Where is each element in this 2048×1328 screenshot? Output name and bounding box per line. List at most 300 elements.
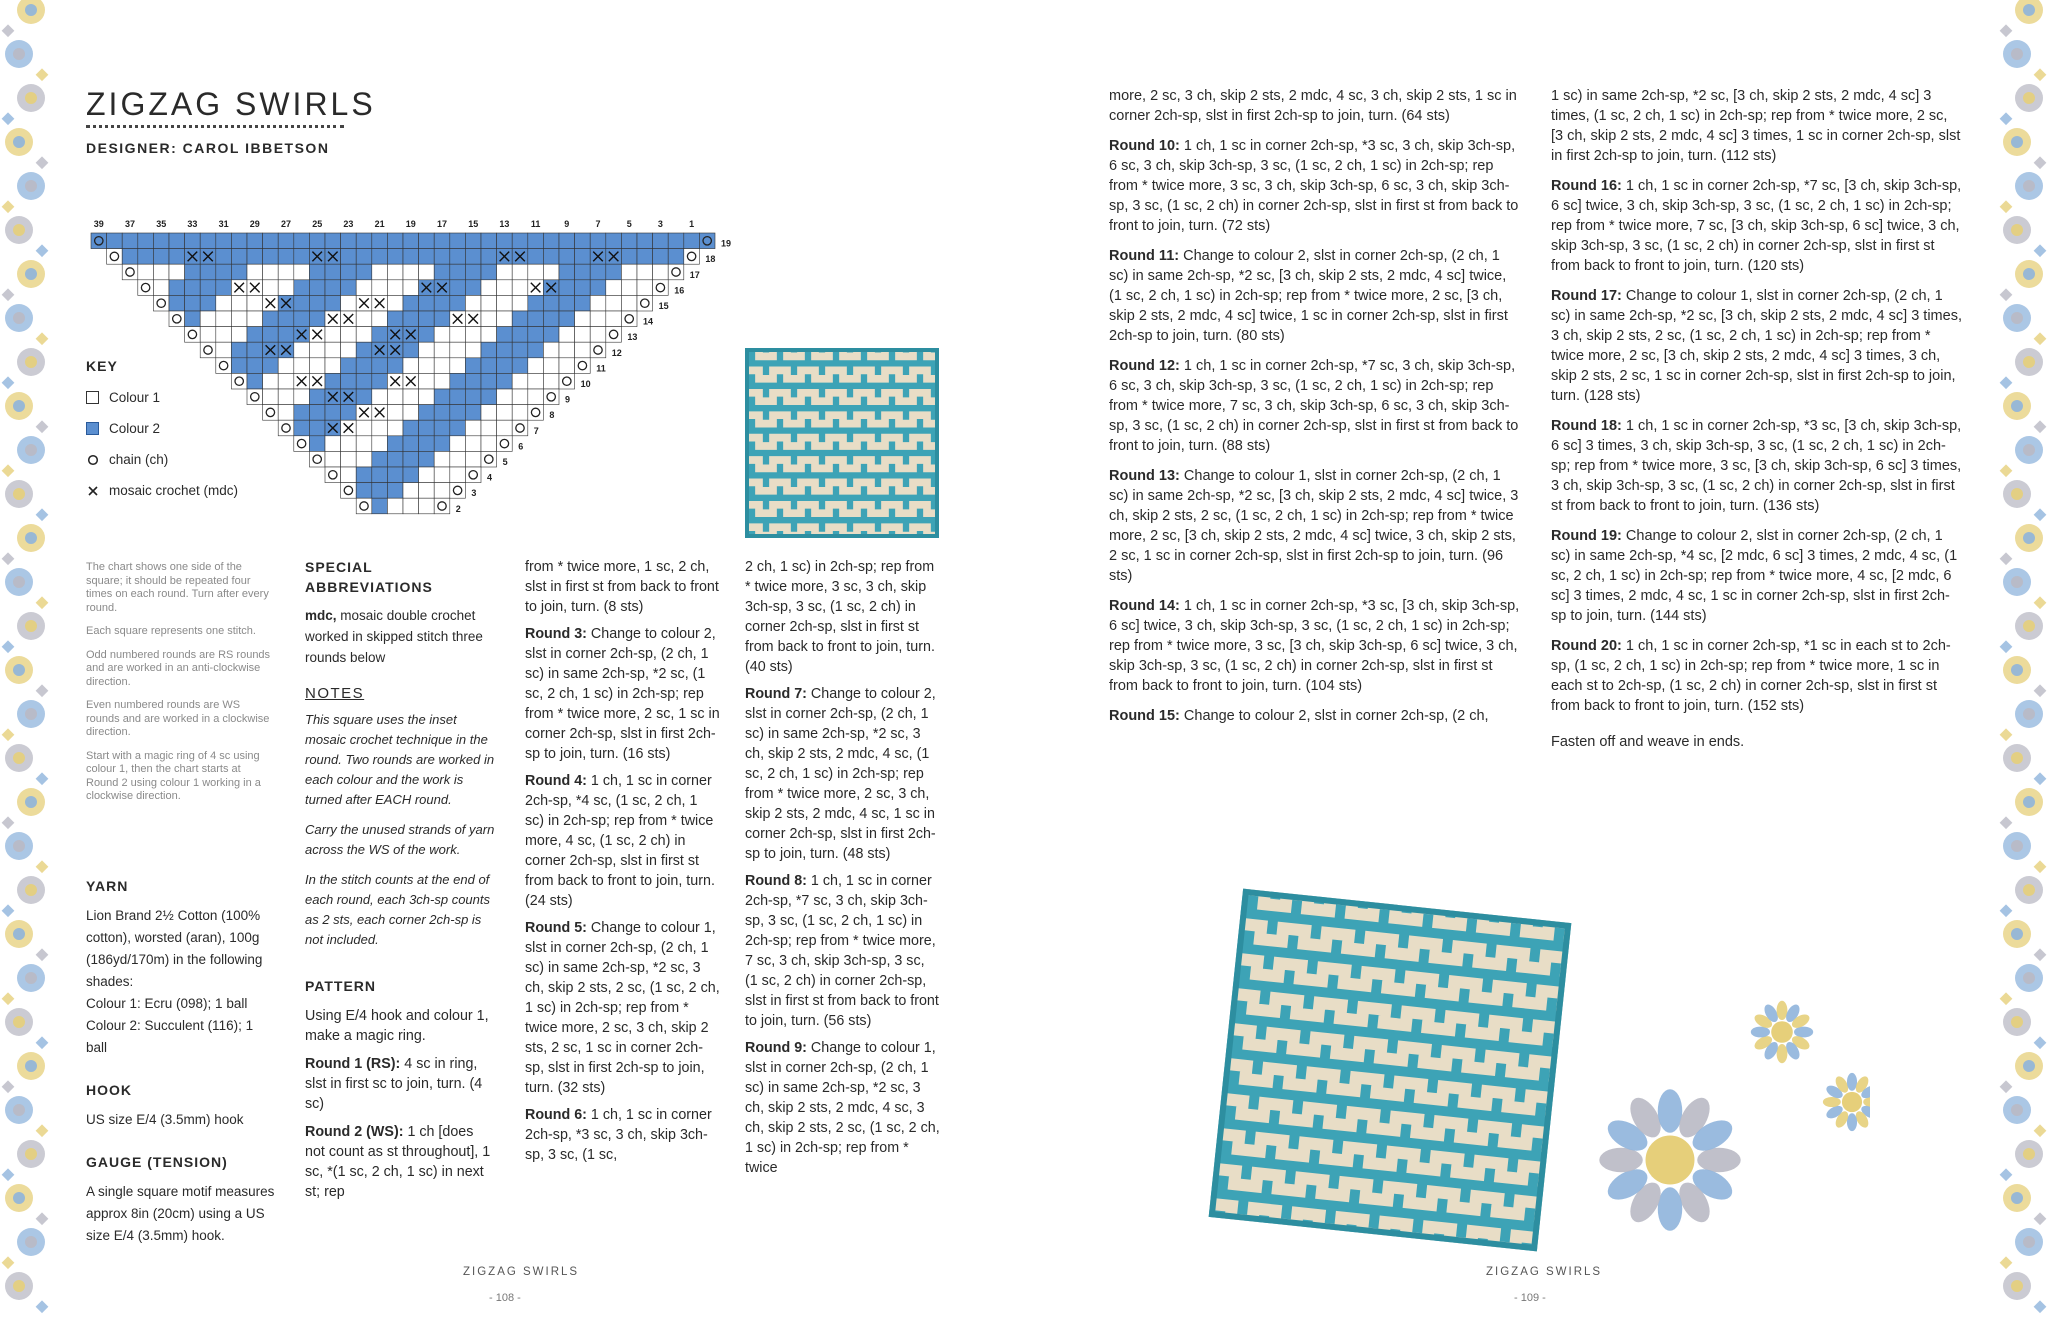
chart-cell (200, 342, 216, 358)
chart-cell (247, 342, 263, 358)
yarn-stripe (745, 370, 939, 378)
chart-cell (325, 467, 341, 483)
chart-cell (434, 358, 450, 374)
chart-cell (309, 264, 325, 280)
round-text: Change to colour 2, slst in corner 2ch-sp, (2 ch, 1 sc) in same 2ch-sp, *2 sc, (1 sc, 2 ch, 1 sc) in 2ch-sp; rep from * twice more, 2 sc, 1 sc in corner 2ch-sp, slst in first 2ch-sp to join, turn. (16 sts) (525, 626, 720, 762)
chart-cell (465, 295, 481, 311)
chart-cell (403, 358, 419, 374)
chart-cell (372, 451, 388, 467)
border-motif (36, 684, 49, 697)
round-17 (1551, 286, 1963, 406)
round-continued (1109, 86, 1521, 126)
chart-cell (278, 405, 294, 421)
chart-cell (575, 311, 591, 327)
chart-cell (356, 233, 372, 249)
border-motif (2, 816, 15, 829)
chart-cell (231, 311, 247, 327)
border-motif (2011, 576, 2023, 588)
chart-cell (590, 311, 606, 327)
decorative-border-left (0, 0, 50, 1328)
round-text: Fasten off and weave in ends. (1551, 734, 1745, 750)
chart-cell (528, 389, 544, 405)
yarn-stripe (745, 505, 939, 513)
key-item-colour1 (86, 382, 238, 413)
chart-cell (575, 233, 591, 249)
chart-cell (450, 358, 466, 374)
chart-cell (621, 311, 637, 327)
chart-cell (465, 249, 481, 265)
chart-cell (341, 342, 357, 358)
chart-column-number: 5 (626, 219, 632, 229)
chart-cell (575, 280, 591, 296)
chart-cell (653, 280, 669, 296)
chart-cell (543, 233, 559, 249)
chart-cell (528, 342, 544, 358)
border-motif (2023, 92, 2035, 104)
chart-cell (294, 389, 310, 405)
chart-cell (590, 233, 606, 249)
chart-cell (278, 249, 294, 265)
decorative-border-right (1998, 0, 2048, 1328)
border-motif (2000, 376, 2013, 389)
round-label: Round 5: (525, 920, 587, 936)
border-motif (13, 840, 25, 852)
border-motif (25, 532, 37, 544)
chart-cell (278, 311, 294, 327)
border-motif (2000, 200, 2013, 213)
chart-cell (621, 295, 637, 311)
key-label: Colour 2 (109, 421, 161, 436)
chart-column-number: 9 (564, 219, 570, 229)
round-text: Change to colour 1, slst in corner 2ch-sp, (2 ch, 1 sc) in same 2ch-sp, *2 sc, 3 ch, skip 2 sts, 2 mdc, 4 sc, 3 ch, skip 2 sts, 2 sc, (1 sc, 2 ch, 1 sc) in 2ch-sp; rep from * twice (745, 1040, 940, 1176)
chart-notes (86, 561, 276, 814)
border-motif (2023, 1236, 2035, 1248)
border-motif (2011, 488, 2023, 500)
border-motif (2034, 1036, 2047, 1049)
chart-cell (621, 264, 637, 280)
border-motif (25, 180, 37, 192)
border-motif (2011, 1192, 2023, 1204)
chart-cell (325, 436, 341, 452)
chart-cell (231, 295, 247, 311)
chart-cell (543, 249, 559, 265)
chart-cell (419, 249, 435, 265)
chart-cell (403, 451, 419, 467)
chart-cell (294, 436, 310, 452)
chart-cell (434, 233, 450, 249)
chart-cell (372, 373, 388, 389)
pattern-column-6 (1551, 86, 1963, 762)
chart-row-number: 16 (674, 285, 685, 296)
yarn-stripe (745, 438, 939, 446)
border-motif (2, 464, 15, 477)
round-text: Change to colour 1, slst in corner 2ch-sp, (2 ch, 1 sc) in same 2ch-sp, *2 sc, [3 ch, skip 2 sts, 2 mdc, 4 sc] twice, 3 ch, skip 2 sts, 2 sc, (1 sc, 2 ch, 1 sc) in 2ch-sp; rep from * twice more, 2 sc, [3 ch, skip 2 sts, 2 mdc, 4 sc] twice, 3 ch, skip 2 sts, 2 sc, 1 sc in corner 2ch-sp, slst in first 2ch-sp to join, turn. (96 sts) (1109, 468, 1519, 584)
border-motif (36, 1212, 49, 1225)
round-label: Round 7: (745, 686, 807, 702)
chart-cell (216, 233, 232, 249)
chart-cell (590, 342, 606, 358)
chart-cell (185, 311, 201, 327)
border-motif (2, 376, 15, 389)
chart-cell (606, 295, 622, 311)
round-label: Round 14: (1109, 598, 1180, 614)
border-motif (36, 332, 49, 345)
chart-column-number: 33 (187, 219, 198, 229)
chart-cell (403, 264, 419, 280)
round-label: Round 15: (1109, 708, 1180, 724)
chart-cell (653, 233, 669, 249)
chart-cell (606, 264, 622, 280)
chart-cell (247, 389, 263, 405)
border-motif (2023, 532, 2035, 544)
chart-cell (465, 420, 481, 436)
chart-cell (450, 264, 466, 280)
chart-cell (434, 420, 450, 436)
border-motif (2034, 244, 2047, 257)
chart-cell (263, 405, 279, 421)
border-motif (2023, 972, 2035, 984)
chart-cell (606, 233, 622, 249)
round-2 (305, 1122, 495, 1202)
chart-cell (403, 498, 419, 514)
chart-cell (294, 295, 310, 311)
chart-cell (372, 264, 388, 280)
hook-heading: HOOK (86, 1082, 132, 1098)
chart-cell (387, 483, 403, 499)
yarn-stripe (745, 393, 939, 401)
chart-cell (169, 233, 185, 249)
round-text: Change to colour 2, slst in corner 2ch-sp, (2 ch, 1 sc) in same 2ch-sp, *2 sc, [3 ch, skip 2 sts, 2 mdc, 4 sc] twice, (1 sc, 2 ch, 1 sc) in 2ch-sp; rep from * twice more, 2 sc, [3 ch, skip 2 sts, 2 mdc, 4 sc] twice, 1 sc in corner 2ch-sp, slst in first 2ch-sp to join, turn. (80 sts) (1109, 248, 1508, 344)
chart-cell (309, 389, 325, 405)
chart-cell (341, 327, 357, 343)
pattern-column-5 (1109, 86, 1521, 736)
chart-cell (247, 295, 263, 311)
chart-cell (341, 233, 357, 249)
chart-cell (231, 264, 247, 280)
chart-column-number: 37 (124, 219, 136, 229)
chart-cell (341, 249, 357, 265)
border-motif (25, 92, 37, 104)
yarn-heading: YARN (86, 878, 129, 894)
chart-row-number: 8 (549, 410, 555, 421)
crochet-square-photo-large (1180, 860, 1603, 1280)
chart-cell (122, 233, 138, 249)
border-motif (2011, 1104, 2023, 1116)
chart-cell (559, 249, 575, 265)
chart-cell (387, 295, 403, 311)
chart-cell (465, 405, 481, 421)
border-motif (2023, 708, 2035, 720)
key-item-chain (86, 444, 238, 475)
chart-cell (653, 249, 669, 265)
chart-column-number: 19 (405, 219, 416, 229)
chart-cell (356, 358, 372, 374)
chart-cell (356, 280, 372, 296)
chart-cell (387, 467, 403, 483)
chart-cell (528, 264, 544, 280)
chart-cell (309, 358, 325, 374)
chart-cell (668, 249, 684, 265)
border-motif (2, 112, 15, 125)
footer-title: ZIGZAG SWIRLS (463, 1266, 580, 1278)
round-8 (745, 871, 940, 1031)
chart-cell (512, 327, 528, 343)
border-motif (36, 244, 49, 257)
chart-cell (247, 358, 263, 374)
round-12 (1109, 356, 1521, 456)
chart-cell (309, 436, 325, 452)
chart-cell (419, 327, 435, 343)
chart-row-number: 19 (721, 238, 732, 249)
chart-cell (543, 389, 559, 405)
chart-cell (185, 264, 201, 280)
border-motif (13, 752, 25, 764)
footer-title: ZIGZAG SWIRLS (1486, 1266, 1603, 1278)
border-motif (13, 1192, 25, 1204)
chart-cell (450, 389, 466, 405)
key-heading: KEY (86, 358, 118, 374)
border-motif (36, 508, 49, 521)
chart-cell (387, 451, 403, 467)
pattern-heading: PATTERN (305, 978, 377, 994)
chart-cell (575, 342, 591, 358)
yarn-stripe (745, 415, 939, 423)
round-20 (1551, 636, 1963, 716)
chart-cell (465, 233, 481, 249)
round-text: 1 ch, 1 sc in corner 2ch-sp, *7 sc, 3 ch, skip 3ch-sp, 6 sc, 3 ch, skip 3ch-sp, 3 sc, (1 sc, 2 ch, 1 sc) in 2ch-sp; rep from * twice more, 7 sc, 3 ch, skip 3ch-sp, 6 sc, 3 ch, skip 3ch-sp, 3 sc, (1 sc, 2 ch) in corner 2ch-sp, slst in first st from back to front to join, turn. (88 sts) (1109, 358, 1519, 454)
chart-cell (528, 233, 544, 249)
border-motif (2, 1168, 15, 1181)
chart-cell (325, 280, 341, 296)
page-number: - 109 - (1514, 1292, 1546, 1304)
chart-column-number: 27 (280, 219, 292, 229)
chart-row-number: 2 (455, 503, 461, 514)
chart-cell (387, 233, 403, 249)
chart-cell (465, 373, 481, 389)
chart-cell (684, 233, 700, 249)
chart-cell (559, 280, 575, 296)
border-motif (2, 904, 15, 917)
chart-cell (543, 342, 559, 358)
chart-row-number: 6 (518, 441, 524, 452)
chart-cell (138, 233, 154, 249)
border-motif (2000, 552, 2013, 565)
border-motif (13, 400, 25, 412)
border-motif (2000, 1080, 2013, 1093)
chart-cell (138, 264, 154, 280)
chart-cell (122, 264, 138, 280)
chart-cell (543, 295, 559, 311)
chart-cell (465, 389, 481, 405)
chart-cell (309, 280, 325, 296)
round-1 (305, 1054, 495, 1114)
chart-cell (231, 342, 247, 358)
round-text: 1 ch, 1 sc in corner 2ch-sp, *3 sc, [3 ch, skip 3ch-sp, 6 sc] 3 times, 3 ch, skip 3ch-sp, 3 sc, (1 sc, 2 ch, 1 sc) in 2ch-sp; rep from * twice more, 3 sc, [3 ch, skip 3ch-sp, 6 sc] 3 times, 3 ch, skip 3ch-sp, 3 sc, (1 sc, 2 ch) in corner 2ch-sp, slst in first st from back to front to join, turn. (136 sts) (1551, 418, 1962, 514)
chart-cell (278, 264, 294, 280)
chart-cell (356, 467, 372, 483)
chart-cell (497, 436, 513, 452)
chart-cell (169, 280, 185, 296)
chart-cell (356, 389, 372, 405)
border-motif (2011, 928, 2023, 940)
chart-cell (216, 264, 232, 280)
chart-cell (403, 405, 419, 421)
chart-cell (216, 249, 232, 265)
chart-cell (372, 436, 388, 452)
chart-cell (372, 483, 388, 499)
chart-cell (481, 358, 497, 374)
chart-cell (465, 451, 481, 467)
chart-cell (465, 467, 481, 483)
chart-cell (341, 264, 357, 280)
chart-cell (294, 264, 310, 280)
border-motif (2011, 136, 2023, 148)
chart-cell (341, 436, 357, 452)
chart-cell (434, 483, 450, 499)
chart-cell (419, 436, 435, 452)
chart-cell (387, 498, 403, 514)
border-motif (2023, 796, 2035, 808)
chart-cell (434, 389, 450, 405)
round-label: Round 1 (RS): (305, 1056, 401, 1072)
chart-note: Start with a magic ring of 4 sc using colour 1, then the chart starts at Round 2 using colour 1 working in a clockwise direction. (86, 749, 261, 802)
chart-cell (481, 389, 497, 405)
border-motif (2, 728, 15, 741)
chart-cell (278, 373, 294, 389)
border-motif (2011, 48, 2023, 60)
border-motif (2000, 904, 2013, 917)
chart-cell (387, 436, 403, 452)
chart-cell (169, 264, 185, 280)
chart-cell (465, 264, 481, 280)
chart-cell (387, 405, 403, 421)
border-motif (36, 948, 49, 961)
round-7 (745, 684, 940, 864)
yarn-stripe (1239, 860, 1600, 873)
chart-cell (341, 358, 357, 374)
border-motif (13, 136, 25, 148)
border-motif (2034, 332, 2047, 345)
border-motif (13, 488, 25, 500)
chart-cell (481, 405, 497, 421)
border-motif (2000, 464, 2013, 477)
chart-cell (559, 295, 575, 311)
chart-cell (543, 264, 559, 280)
chart-cell (372, 311, 388, 327)
chart-cell (247, 373, 263, 389)
chart-cell (216, 280, 232, 296)
chart-cell (341, 467, 357, 483)
chart-cell (200, 327, 216, 343)
chart-cell (356, 311, 372, 327)
border-motif (2034, 596, 2047, 609)
chart-cell (559, 311, 575, 327)
border-motif (25, 972, 37, 984)
chart-cell (309, 311, 325, 327)
title-divider (86, 125, 344, 128)
chart-row-number: 3 (471, 488, 477, 499)
round-4 (525, 771, 720, 911)
chart-cell (403, 467, 419, 483)
chart-cell (403, 233, 419, 249)
chart-cell (372, 280, 388, 296)
chart-cell (263, 311, 279, 327)
chart-cell (169, 311, 185, 327)
chart-cell (372, 389, 388, 405)
chart-cell (403, 389, 419, 405)
hook-text: US size E/4 (3.5mm) hook (86, 1112, 244, 1127)
chart-cell (419, 498, 435, 514)
chart-cell (606, 311, 622, 327)
border-motif (2034, 1124, 2047, 1137)
chart-cell (200, 295, 216, 311)
border-motif (2023, 180, 2035, 192)
border-motif (13, 928, 25, 940)
chart-cell (512, 358, 528, 374)
border-motif (2, 992, 15, 1005)
chart-cell (481, 233, 497, 249)
chart-cell (263, 233, 279, 249)
chart-cell (419, 389, 435, 405)
chart-cell (372, 498, 388, 514)
chart-cell (403, 483, 419, 499)
chart-cell (356, 342, 372, 358)
chart-column-number: 39 (93, 219, 104, 229)
border-motif (2034, 860, 2047, 873)
border-motif (2000, 640, 2013, 653)
abbreviations-column (305, 557, 495, 1202)
chart-cell (497, 373, 513, 389)
pattern-column-3 (525, 557, 720, 1172)
key-item-colour2 (86, 413, 238, 444)
chart-cell (263, 373, 279, 389)
gauge-heading: GAUGE (TENSION) (86, 1154, 228, 1170)
chart-cell (356, 483, 372, 499)
chart-cell (387, 420, 403, 436)
border-motif (2000, 112, 2013, 125)
chart-cell (278, 389, 294, 405)
flower-icon (1751, 1001, 1813, 1063)
border-motif (25, 1148, 37, 1160)
chart-cell (434, 311, 450, 327)
chart-cell (263, 280, 279, 296)
chart-cell (403, 420, 419, 436)
chart-cell (185, 327, 201, 343)
chart-cell (403, 295, 419, 311)
chart-cell (559, 358, 575, 374)
chart-row-number: 14 (643, 316, 654, 327)
chart-cell (403, 249, 419, 265)
chart-row-number: 10 (580, 379, 591, 389)
chart-cell (621, 249, 637, 265)
notes-heading: NOTES (305, 685, 365, 702)
chart-cell (590, 295, 606, 311)
chart-cell (153, 280, 169, 296)
chart-cell (450, 327, 466, 343)
chart-cell (341, 280, 357, 296)
round-18 (1551, 416, 1963, 516)
border-motif (2034, 508, 2047, 521)
pattern-intro: Using E/4 hook and colour 1, make a magic ring. (305, 1008, 489, 1044)
chart-cell (372, 467, 388, 483)
chart-cell (606, 280, 622, 296)
round-label: Round 2 (WS): (305, 1124, 404, 1140)
chart-cell (263, 327, 279, 343)
border-motif (2034, 772, 2047, 785)
chart-cell (590, 264, 606, 280)
chart-cell (372, 420, 388, 436)
chart-cell (341, 451, 357, 467)
